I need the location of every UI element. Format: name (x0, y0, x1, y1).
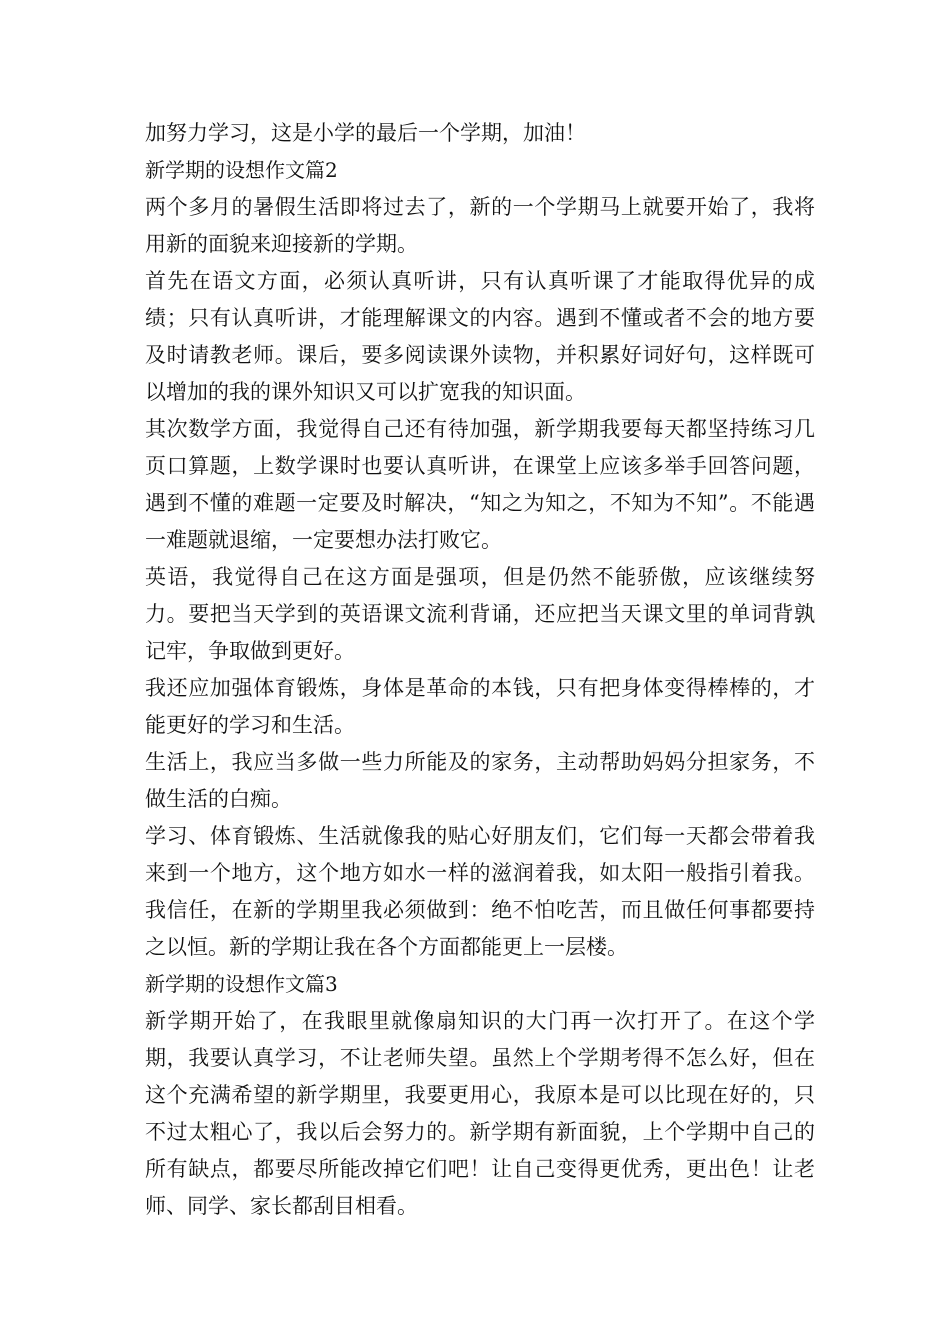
document-page (145, 115, 815, 1225)
paragraph-closing-essay-1: 加努力学习，这是小学的最后一个学期，加油！ (145, 121, 586, 145)
essay-3-heading: 新学期的设想作文篇3 (145, 972, 338, 996)
paragraph-chinese: 首先在语文方面，必须认真听讲，只有认真听课了才能取得优异的成绩；只有认真听讲，才能理解课文的内容。遇到不懂或者不会的地方要及时请教老师。课后，要多阅读课外读物，并积累好词好句，这样既可以增加的我的课外知识又可以扩宽我的知识面。 (145, 269, 815, 404)
paragraph-english: 英语，我觉得自己在这方面是强项，但是仍然不能骄傲，应该继续努力。要把当天学到的英语课文流利背诵，还应把当天课文里的单词背孰记牢，争取做到更好。 (145, 565, 815, 663)
paragraph-essay-3: 新学期开始了，在我眼里就像扇知识的大门再一次打开了。在这个学期，我要认真学习，不让老师失望。虽然上个学期考得不怎么好，但在这个充满希望的新学期里，我要更用心，我原本是可以比现在好的，只不过太粗心了，我以后会努力的。新学期有新面貌，上个学期中自己的所有缺点，都要尽所能改掉它们吧！让自己变得更优秀，更出色！让老师、同学、家长都刮目相看。 (145, 1009, 815, 1218)
essay-2-heading: 新学期的设想作文篇2 (145, 158, 338, 182)
paragraph-life: 生活上，我应当多做一些力所能及的家务，主动帮助妈妈分担家务，不做生活的白痴。 (145, 750, 815, 811)
paragraph-sports: 我还应加强体育锻炼，身体是革命的本钱，只有把身体变得棒棒的，才能更好的学习和生活。 (145, 676, 815, 737)
paragraph-summary: 学习、体育锻炼、生活就像我的贴心好朋友们，它们每一天都会带着我来到一个地方，这个地方如水一样的滋润着我，如太阳一般指引着我。我信任，在新的学期里我必须做到：绝不怕吃苦，而且做任何事都要持之以恒。新的学期让我在各个方面都能更上一层楼。 (145, 824, 815, 959)
paragraph-math: 其次数学方面，我觉得自己还有待加强，新学期我要每天都坚持练习几页口算题，上数学课时也要认真听讲，在课堂上应该多举手回答问题，遇到不懂的难题一定要及时解决，“知之为知之，不知为不知”。不能遇一难题就退缩，一定要想办法打败它。 (145, 417, 815, 552)
paragraph-intro: 两个多月的暑假生活即将过去了，新的一个学期马上就要开始了，我将用新的面貌来迎接新的学期。 (145, 195, 815, 256)
